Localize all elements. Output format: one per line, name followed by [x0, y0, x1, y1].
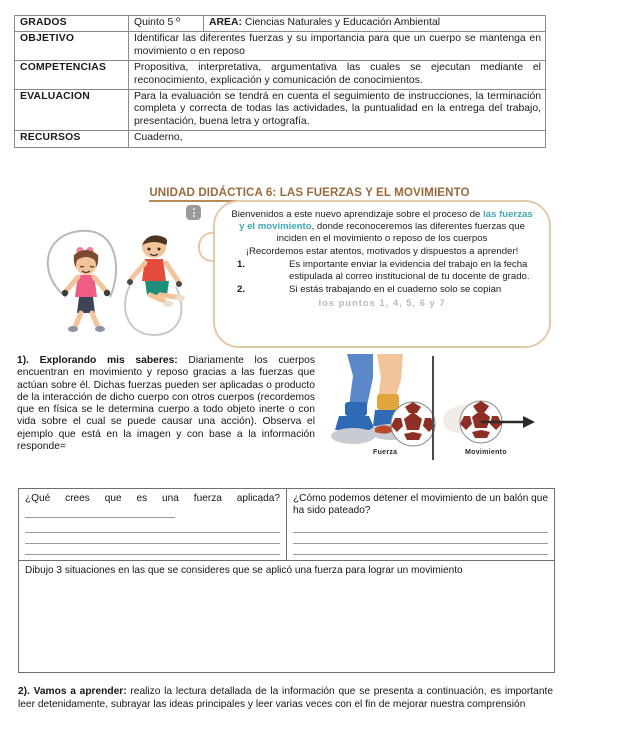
section-1-heading: 1). Explorando mis saberes: — [17, 355, 178, 366]
answer-line[interactable] — [293, 544, 548, 555]
evaluacion-text: Para la evaluación se tendrá en cuenta el seguimiento de instrucciones, la terminación completa y correcta de todas las actividades, la puntualidad en la entrega del trabajo, presentación, buena letra y ortografía. — [129, 90, 546, 131]
question-2-text: ¿Cómo podemos detener el movimiento de un balón que ha sido pateado? — [293, 493, 548, 517]
row-label-grados: GRADOS — [15, 16, 129, 32]
row-label-objetivo: OBJETIVO — [15, 32, 129, 61]
grade-value: Quinto 5 º — [129, 16, 204, 32]
force-motion-figure — [325, 352, 540, 474]
table-row — [19, 560, 555, 672]
row-label-recursos: RECURSOS — [15, 131, 129, 147]
list-item — [229, 284, 535, 296]
area-value: Ciencias Naturales y Educación Ambiental — [244, 17, 441, 28]
welcome-text — [215, 202, 549, 310]
table-row — [15, 131, 546, 147]
table-row — [19, 489, 555, 561]
welcome-speech-bubble — [213, 200, 551, 348]
row-label-competencias: COMPETENCIAS — [15, 61, 129, 90]
list-item-label: Si estás trabajando en el cuaderno solo se copian — [289, 284, 502, 296]
table-row — [15, 90, 546, 131]
answer-blank[interactable] — [25, 509, 175, 518]
answer-lines-1 — [25, 522, 280, 555]
welcome-line-3: ¡Recordemos estar atentos, motivados y dispuestos a aprender! — [245, 245, 519, 257]
list-item-number: 2. — [237, 284, 246, 296]
figure-caption-fuerza: Fuerza — [373, 449, 398, 456]
objetivo-text: Identificar las diferentes fuerzas y su importancia para que un cuerpo se mantenga en movimiento o en reposo — [129, 32, 546, 61]
answer-line[interactable] — [25, 533, 280, 544]
dot — [193, 212, 195, 214]
figure-graphic — [325, 352, 540, 474]
section-1-paragraph — [17, 355, 315, 453]
kids-jumping-rope-illustration — [18, 205, 208, 345]
drawing-prompt: Dibujo 3 situaciones en las que se consideres que se aplicó una fuerza para lograr un movimiento — [25, 564, 463, 576]
welcome-highlight: las fuerzas y el movimiento — [239, 209, 533, 233]
recursos-text: Cuaderno, — [129, 131, 546, 147]
section-2-text: realizo la lectura detallada de la información que se presenta a continuación, es importante leer detenidamente, subrayar las ideas principales y leer varias veces con el fin de mejorar nuestra comprensión — [18, 686, 553, 710]
figure-caption-movimiento: Movimiento — [465, 449, 507, 456]
dot — [193, 215, 195, 217]
area-cell — [204, 16, 546, 32]
more-options-icon[interactable] — [186, 205, 201, 220]
drawing-area[interactable] — [25, 577, 548, 655]
question-1-label: ¿Qué crees que es una fuerza aplicada? — [25, 493, 280, 504]
lesson-plan-table — [14, 15, 546, 148]
section-1-text: Diariamente los cuerpos encuentran en movimiento y reposo gracias a las fuerzas que actúan sobre él. Dichas fuerzas pueden ser aplicadas o producto de la interacción de dicho cuerpo con otros cuerpos (recordemos que en física se le determina cuerpo a todo objeto inerte o con vida sobre el cual se puede causar una acción). Observa el ejemplo que está en la imagen y con base a la información responde= — [17, 355, 316, 453]
section-2-paragraph — [18, 686, 553, 711]
worksheet-table — [18, 488, 555, 673]
competencias-text: Propositiva, interpretativa, argumentativa las cuales se ejecutan mediante el reconocimiento, explicación y comunicación de conocimientos. — [129, 61, 546, 90]
cut-off-text: los puntos 1, 4, 5, 6 y 7 — [318, 297, 446, 309]
page-title — [0, 186, 619, 199]
welcome-line-2: , donde reconoceremos las diferentes fuerzas que inciden en el movimiento o reposo de los cuerpos — [276, 221, 525, 245]
answer-line[interactable] — [25, 544, 280, 555]
question-cell-1 — [19, 489, 287, 561]
section-2-heading: 2). Vamos a aprender: — [18, 686, 127, 697]
answer-line[interactable] — [293, 522, 548, 533]
list-item-number: 1. — [237, 258, 246, 270]
welcome-line-1: Bienvenidos a este nuevo aprendizaje sobre el proceso de — [231, 209, 481, 220]
answer-line[interactable] — [293, 533, 548, 544]
question-cell-2 — [287, 489, 555, 561]
row-label-evaluacion: EVALUACION — [15, 90, 129, 131]
instruction-list — [229, 259, 535, 297]
answer-line[interactable] — [25, 522, 280, 533]
question-1-text — [25, 493, 280, 518]
table-row — [15, 16, 546, 32]
table-row — [15, 32, 546, 61]
dot — [193, 208, 195, 210]
area-label: AREA: — [209, 17, 242, 28]
table-row — [15, 61, 546, 90]
drawing-cell[interactable] — [19, 560, 555, 672]
list-item — [229, 259, 535, 283]
answer-lines-2 — [293, 522, 548, 555]
unit-title-text: UNIDAD DIDÁCTICA 6: LAS FUERZAS Y EL MOVIMIENTO — [149, 186, 469, 202]
list-item-label: Es importante enviar la evidencia del trabajo en la fecha estipulada al correo institucional de tu docente de grado. — [289, 258, 530, 283]
